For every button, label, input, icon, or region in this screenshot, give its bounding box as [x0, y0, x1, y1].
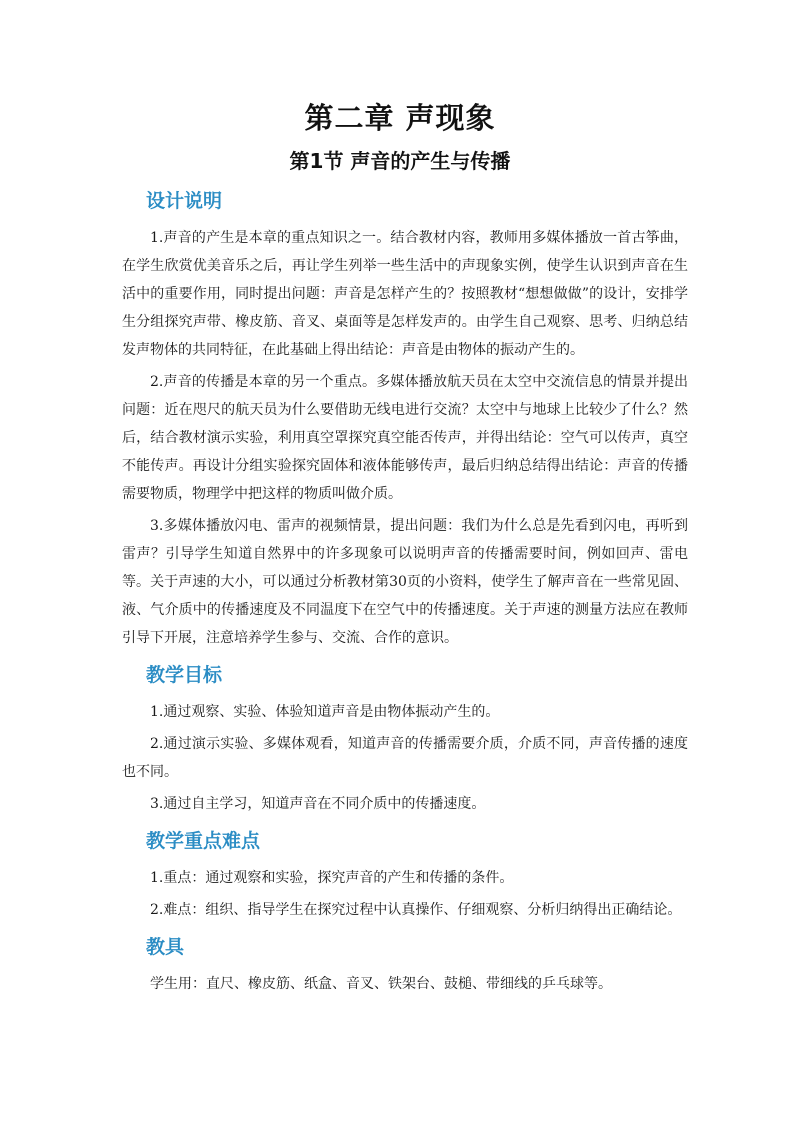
key-points-heading: 教学重点难点: [146, 830, 261, 852]
key-points-paragraph-1: 1.重点：通过观察和实验，探究声音的产生和传播的条件。: [150, 870, 514, 886]
design-paragraph-2: 2.声音的传播是本章的另一个重点。多媒体播放航天员在太空中交流信息的情景并提出问题：近在咫尺的航天员为什么要借助无线电进行交流？太空中与地球上比较少了什么？然后，结合教材演示实验，利用真空罩探究真空能否传声，并得出结论：空气可以传声，真空不能传声。再设计分组实验探究固体和液体能够传声，最后归纳总结得出结论：声音的传播需要物质，物理学中把这样的物质叫做介质。: [122, 374, 688, 502]
design-heading: 设计说明: [146, 190, 223, 212]
tools-paragraph-1: 学生用：直尺、橡皮筋、纸盒、音叉、铁架台、鼓槌、带细线的乒乓球等。: [150, 976, 612, 992]
goals-paragraph-3: 3.通过自主学习，知道声音在不同介质中的传播速度。: [150, 796, 486, 812]
goals-heading: 教学目标: [146, 664, 223, 686]
tools-heading: 教具: [146, 936, 185, 958]
goals-paragraph-1: 1.通过观察、实验、体验知道声音是由物体振动产生的。: [150, 704, 500, 720]
design-paragraph-3: 3.多媒体播放闪电、雷声的视频情景，提出问题：我们为什么总是先看到闪电，再听到雷声？引导学生知道自然界中的许多现象可以说明声音的传播需要时间，例如回声、雷电等。关于声速的大小，可以通过分析教材第30页的小资料，使学生了解声音在一些常见固、液、气介质中的传播速度及不同温度下在空气中的传播速度。关于声速的测量方法应在教师引导下开展，注意培养学生参与、交流、合作的意识。: [122, 518, 688, 646]
design-paragraph-1: 1.声音的产生是本章的重点知识之一。结合教材内容，教师用多媒体播放一首古筝曲，在学生欣赏优美音乐之后，再让学生列举一些生活中的声现象实例，使学生认识到声音在生活中的重要作用，同时提出问题：声音是怎样产生的？按照教材“想想做做”的设计，安排学生分组探究声带、橡皮筋、音叉、桌面等是怎样发声的。由学生自己观察、思考、归纳总结发声物体的共同特征，在此基础上得出结论：声音是由物体的振动产生的。: [122, 230, 688, 358]
key-points-paragraph-2: 2.难点：组织、指导学生在探究过程中认真操作、仔细观察、分析归纳得出正确结论。: [150, 902, 682, 918]
chapter-title: 第二章 声现象: [304, 101, 496, 135]
document-body: [122, 186, 688, 998]
section-title: 第1节 声音的产生与传播: [289, 149, 511, 173]
goals-paragraph-2: 2.通过演示实验、多媒体观看，知道声音的传播需要介质，介质不同，声音传播的速度也不同。: [122, 736, 688, 780]
